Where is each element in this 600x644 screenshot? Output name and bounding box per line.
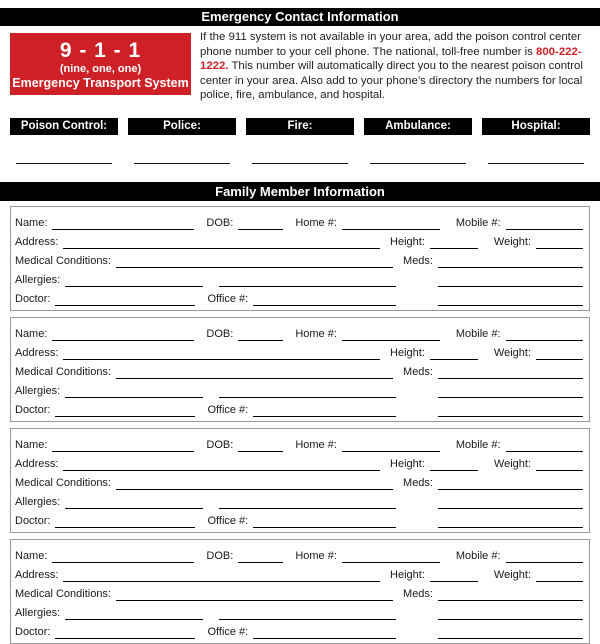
height-field-label: Height: [390,235,425,248]
allergies-field-label: Allergies: [15,384,61,397]
medical-conditions-field-label: Medical Conditions: [15,476,111,489]
address-field-label: Address: [15,457,59,470]
fill-in-line [65,385,203,398]
fill-in-line [430,347,478,360]
fill-in-line [342,439,440,452]
address-field-label: Address: [15,235,59,248]
fill-in-line [438,404,583,417]
fill-in-line [55,293,195,306]
mobile-phone-field-label: Mobile #: [455,438,501,451]
emergency-numbers-row [10,118,590,164]
fill-in-line [438,496,583,509]
medical-conditions-field-label: Medical Conditions: [15,365,111,378]
fill-in-line [370,135,466,164]
fill-in-line [219,385,396,398]
name-field-label: Name: [15,327,48,340]
form-row-doctor [15,287,583,306]
allergies-field-label: Allergies: [15,606,61,619]
911-info-section [10,33,595,103]
home-phone-field-label: Home #: [295,216,337,229]
fill-in-line [253,515,396,528]
form-row-name [15,322,583,341]
nine-one-one-box [10,33,191,95]
fill-in-line [438,588,583,601]
weight-field-label: Weight: [493,346,531,359]
dob-field-label: DOB: [206,549,234,562]
mobile-phone-field-label: Mobile #: [455,216,501,229]
fill-in-line [219,607,396,620]
dob-field-label: DOB: [206,438,234,451]
emergency-number-cell-poison-control [10,118,118,164]
family-member-block [10,317,590,422]
fill-in-line [438,385,583,398]
fill-in-line [253,404,396,417]
dob-field-label: DOB: [206,327,234,340]
nine-one-one-number: 9 - 1 - 1 [59,39,142,62]
ambulance-label: Ambulance: [364,118,472,135]
fill-in-line [536,569,583,582]
form-row-name [15,544,583,563]
form-row-allergies [15,490,583,509]
form-row-allergies [15,601,583,620]
emergency-number-cell-fire [246,118,354,164]
fill-in-line [438,293,583,306]
fill-in-line [430,458,478,471]
fill-in-line [506,328,583,341]
fill-in-line [65,607,203,620]
form-row-address [15,341,583,360]
family-member-header [0,182,600,201]
poison-control-instructions [200,30,594,103]
address-field-label: Address: [15,568,59,581]
police-label: Police: [128,118,236,135]
allergies-field-label: Allergies: [15,273,61,286]
fill-in-line [52,439,194,452]
fill-in-line [438,366,583,379]
fire-label: Fire: [246,118,354,135]
fill-in-line [52,217,194,230]
section-title: Emergency Contact Information [201,9,399,24]
name-field-label: Name: [15,216,48,229]
height-field-label: Height: [390,346,425,359]
form-row-doctor [15,509,583,528]
emergency-number-cell-ambulance [364,118,472,164]
form-row-address [15,452,583,471]
meds-field-label: Meds: [403,365,433,378]
fill-in-line [219,274,396,287]
fill-in-line [55,515,195,528]
fill-in-line [134,135,230,164]
fill-in-line [438,274,583,287]
address-field-label: Address: [15,346,59,359]
meds-field-label: Meds: [403,254,433,267]
form-row-address [15,563,583,582]
form-row-medical [15,582,583,601]
form-row-doctor [15,398,583,417]
fill-in-line [238,328,283,341]
nine-one-one-pronunciation: (nine, one, one) [59,63,142,75]
fill-in-line [116,477,393,490]
fill-in-line [342,550,440,563]
meds-field-label: Meds: [403,587,433,600]
fill-in-line [238,217,283,230]
fill-in-line [253,626,396,639]
home-phone-field-label: Home #: [295,438,337,451]
office-phone-field-label: Office #: [207,403,249,416]
fill-in-line [116,366,393,379]
family-member-block [10,539,590,644]
home-phone-field-label: Home #: [295,549,337,562]
fill-in-line [506,217,583,230]
name-field-label: Name: [15,549,48,562]
form-row-address [15,230,583,249]
fill-in-line [342,328,440,341]
fill-in-line [116,255,393,268]
form-row-medical [15,249,583,268]
height-field-label: Height: [390,568,425,581]
fill-in-line [55,626,195,639]
fill-in-line [438,255,583,268]
doctor-field-label: Doctor: [15,514,51,527]
instructions-text-after: This number will automatically direct you to the nearest poison control center in your area. Also add to your phone’s directory the numbers for local police, fire, ambulance, and hospital. [200,60,583,102]
fill-in-line [65,496,203,509]
fill-in-line [63,347,380,360]
name-field-label: Name: [15,438,48,451]
fill-in-line [438,607,583,620]
mobile-phone-field-label: Mobile #: [455,327,501,340]
family-member-blocks [10,206,590,644]
fill-in-line [430,236,478,249]
fill-in-line [65,274,203,287]
height-field-label: Height: [390,457,425,470]
fill-in-line [116,588,393,601]
emergency-contact-header [0,8,600,26]
medical-conditions-field-label: Medical Conditions: [15,254,111,267]
medical-conditions-field-label: Medical Conditions: [15,587,111,600]
fill-in-line [438,515,583,528]
allergies-field-label: Allergies: [15,495,61,508]
dob-field-label: DOB: [206,216,234,229]
family-member-block [10,206,590,311]
transport-system-label: Emergency Transport System [12,76,189,90]
emergency-number-cell-police [128,118,236,164]
fill-in-line [16,135,112,164]
form-row-medical [15,471,583,490]
fill-in-line [536,347,583,360]
fill-in-line [219,496,396,509]
poison-control-phone-number: 800-222-1222. [200,45,582,73]
mobile-phone-field-label: Mobile #: [455,549,501,562]
weight-field-label: Weight: [493,457,531,470]
fill-in-line [488,135,584,164]
fill-in-line [238,550,283,563]
weight-field-label: Weight: [493,568,531,581]
fill-in-line [252,135,348,164]
fill-in-line [536,236,583,249]
fill-in-line [438,626,583,639]
fill-in-line [536,458,583,471]
form-row-medical [15,360,583,379]
office-phone-field-label: Office #: [207,625,249,638]
form-row-allergies [15,379,583,398]
office-phone-field-label: Office #: [207,514,249,527]
family-member-block [10,428,590,533]
fill-in-line [342,217,440,230]
emergency-number-cell-hospital [482,118,590,164]
section-title: Family Member Information [215,183,385,199]
doctor-field-label: Doctor: [15,403,51,416]
meds-field-label: Meds: [403,476,433,489]
fill-in-line [506,439,583,452]
fill-in-line [438,477,583,490]
weight-field-label: Weight: [493,235,531,248]
fill-in-line [52,328,194,341]
form-row-name [15,433,583,452]
hospital-label: Hospital: [482,118,590,135]
fill-in-line [52,550,194,563]
fill-in-line [63,236,380,249]
form-row-doctor [15,620,583,639]
fill-in-line [253,293,396,306]
office-phone-field-label: Office #: [207,292,249,305]
fill-in-line [506,550,583,563]
fill-in-line [63,569,380,582]
fill-in-line [430,569,478,582]
form-row-name [15,211,583,230]
form-row-allergies [15,268,583,287]
doctor-field-label: Doctor: [15,625,51,638]
home-phone-field-label: Home #: [295,327,337,340]
instructions-text-before: If the 911 system is not available in your area, add the poison control center phone number to your cell phone. The national, toll-free number is [200,31,581,58]
doctor-field-label: Doctor: [15,292,51,305]
poison-control-label: Poison Control: [10,118,118,135]
fill-in-line [63,458,380,471]
fill-in-line [55,404,195,417]
fill-in-line [238,439,283,452]
